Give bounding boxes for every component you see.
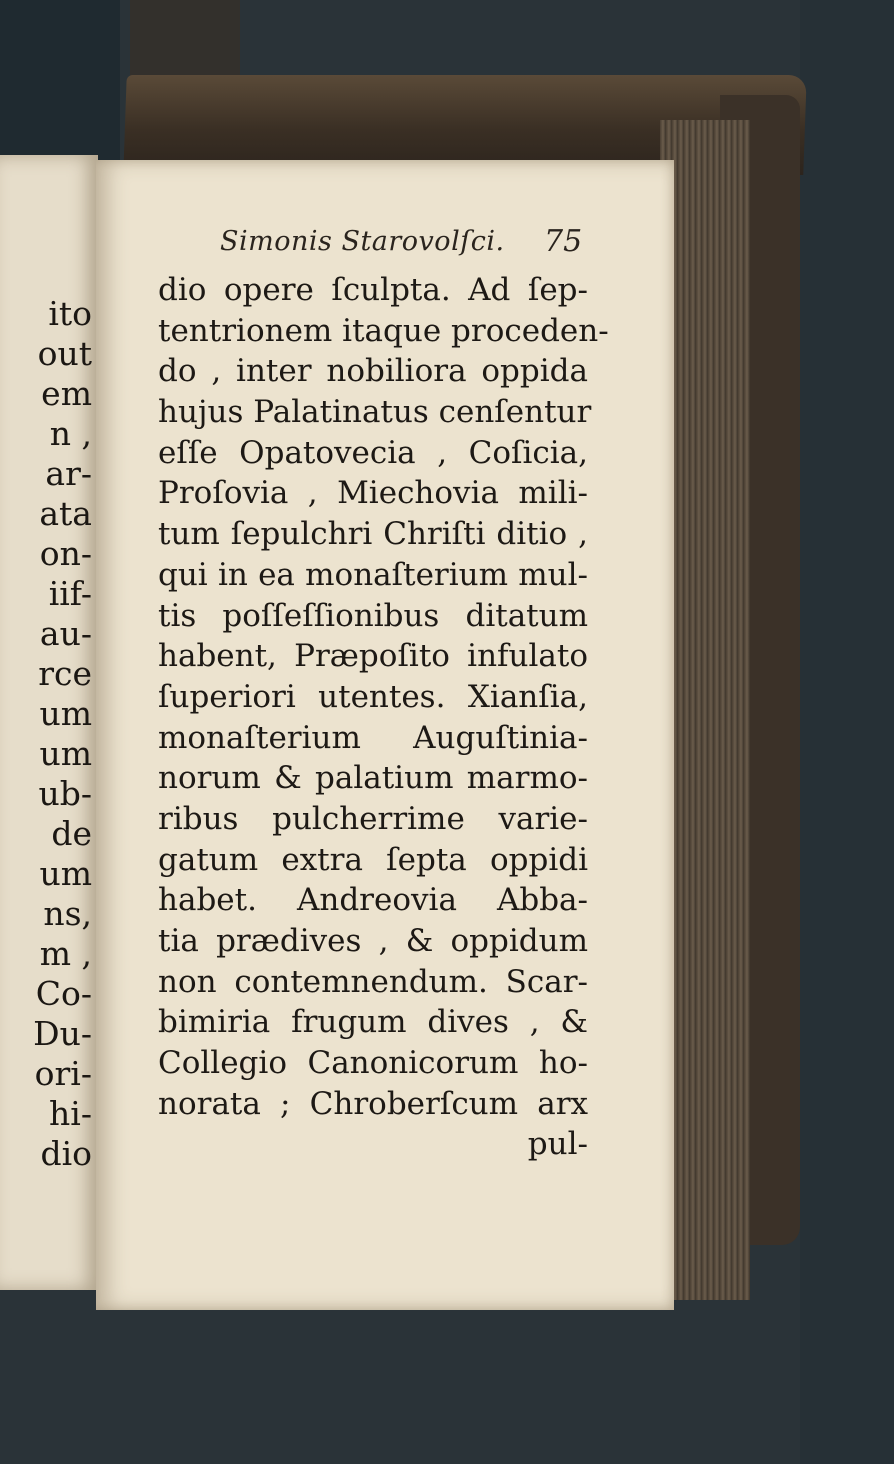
text-line: dio opere ſculpta. Ad ſep-: [158, 272, 588, 308]
left-line-fragment: ar-: [45, 454, 92, 493]
text-line: qui in ea monaſterium mul-: [158, 556, 588, 593]
left-line-fragment: hi-: [49, 1094, 92, 1133]
left-line-fragment: de: [51, 814, 92, 853]
left-line-fragment: m ,: [39, 934, 92, 973]
left-line-fragment: ito: [48, 294, 92, 333]
body-text: [158, 270, 609, 1165]
text-line: tum ſepulchri Chriſti ditio ,: [158, 516, 588, 553]
left-line-fragment: um: [39, 734, 92, 773]
text-line: bimiria frugum dives , &: [158, 1004, 588, 1041]
catchword: pul-: [527, 1126, 588, 1163]
running-head: Simonis Starovolſci.: [220, 226, 505, 257]
left-line-fragment: iif-: [48, 574, 92, 613]
left-line-fragment: au-: [39, 614, 92, 653]
text-line: norum & palatium marmo-: [158, 760, 588, 797]
text-line: tentrionem itaque proceden-: [158, 312, 609, 349]
text-line: non contemnendum. Scar-: [158, 963, 588, 1000]
text-line: ribus pulcherrime varie-: [158, 800, 588, 837]
left-line-fragment: ub-: [38, 774, 92, 813]
left-line-fragment: rce: [38, 654, 92, 693]
left-line-fragment: ns,: [43, 894, 92, 933]
text-line: Proſovia , Miechovia mili-: [158, 475, 588, 512]
backdrop-right: [800, 0, 894, 1464]
text-line: eſſe Opatovecia , Coſicia,: [158, 434, 588, 471]
text-line: habet. Andreovia Abba-: [158, 882, 588, 919]
right-page: [96, 160, 674, 1310]
text-line: norata ; Chroberſcum arx: [158, 1085, 588, 1122]
text-line: gatum extra ſepta oppidi: [158, 841, 588, 878]
text-line: Collegio Canonicorum ho-: [158, 1045, 588, 1082]
text-line: do , inter nobiliora oppida: [158, 353, 588, 390]
text-line: tis poſſeſſionibus ditatum: [158, 597, 588, 634]
left-page: [0, 155, 98, 1290]
text-line: tia prædives , & oppidum: [158, 923, 588, 959]
left-line-fragment: Du-: [33, 1014, 92, 1053]
left-line-fragment: n ,: [49, 414, 92, 453]
left-line-fragment: out: [37, 334, 92, 373]
left-line-fragment: ori-: [34, 1054, 92, 1093]
text-line: monaſterium Auguſtinia-: [158, 719, 588, 756]
left-line-fragment: um: [39, 694, 92, 733]
left-line-fragment: Co-: [35, 974, 92, 1013]
text-line: ſuperiori utentes. Xianſia,: [158, 678, 588, 715]
left-line-fragment: on-: [39, 534, 92, 573]
left-line-fragment: ata: [39, 494, 92, 533]
left-line-fragment: um: [39, 854, 92, 893]
left-line-fragment: dio: [40, 1134, 92, 1173]
text-line: habent, Præpoſito infulato: [158, 638, 588, 675]
backdrop: [0, 0, 120, 160]
page-number: 75: [544, 224, 583, 259]
left-line-fragment: em: [41, 374, 92, 413]
text-line: hujus Palatinatus cenſentur: [158, 394, 592, 431]
